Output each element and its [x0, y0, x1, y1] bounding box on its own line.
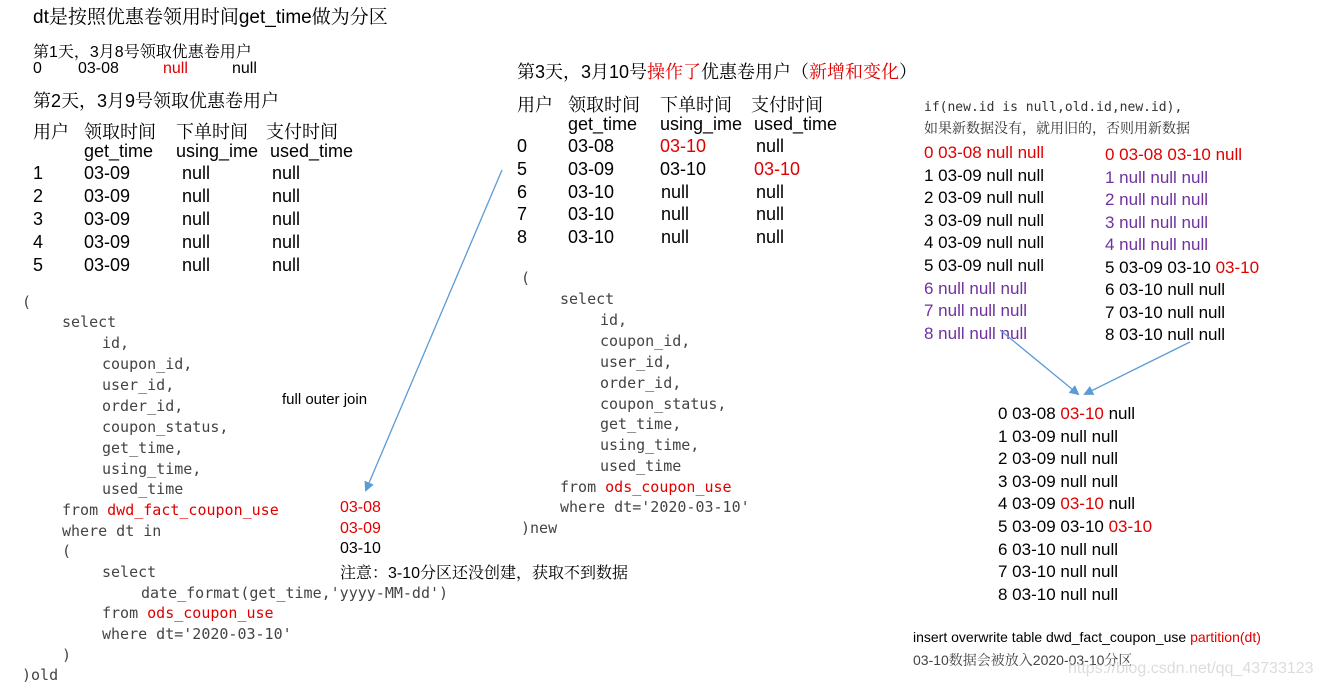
insert-stmt: insert overwrite table dwd_fact_coupon_use	[913, 629, 1191, 645]
sql-old-sub-from-table: ods_coupon_use	[147, 604, 274, 622]
old-data-row: 4 03-09 null null	[924, 233, 1045, 253]
day3-header-user: 用户	[517, 95, 553, 115]
join-label: full outer join	[282, 391, 368, 408]
day2-cell: 03-09	[84, 209, 131, 229]
sql-new-field: using_time,	[600, 436, 700, 454]
insert-partition: partition(dt)	[1190, 629, 1261, 645]
partition-value: 03-08	[340, 499, 381, 516]
day3-sub-using: using_ime	[660, 114, 743, 134]
old-data-row: 3 03-09 null null	[924, 210, 1045, 230]
day3-cell: 03-10	[568, 204, 615, 224]
sql-old-paren-close: )	[62, 646, 72, 664]
day1-used-time: null	[232, 60, 257, 77]
day3-cell: 03-10	[660, 159, 707, 179]
day3-cell: 03-10	[568, 182, 615, 202]
sql-new-field: coupon_id,	[600, 332, 691, 350]
result-data-row-segment: null	[1103, 494, 1136, 514]
day3-header-get: 领取时间	[568, 95, 640, 115]
sql-old-field: used_time	[102, 480, 184, 498]
day2-header-using: 下单时间	[176, 122, 248, 142]
day2-cell: 03-09	[84, 255, 131, 275]
day1-user: 0	[33, 60, 42, 77]
sql-old-field: get_time,	[102, 439, 184, 457]
sql-old-sub-where: where dt='2020-03-10'	[102, 625, 292, 643]
old-data-row: 0 03-08 null null	[924, 143, 1045, 162]
day3-cell: null	[756, 136, 785, 156]
sql-new-select: select	[560, 290, 615, 308]
day3-cell: 8	[517, 227, 528, 247]
day2-cell: 3	[33, 209, 44, 229]
sql-old-from-kw: from	[62, 501, 108, 519]
sql-old-sub-from-kw: from	[102, 604, 148, 622]
day2-sub-get: get_time	[84, 141, 154, 161]
new-data-row-segment: 7 03-10 null null	[1105, 302, 1226, 322]
new-data-row-segment: 2 null null null	[1105, 190, 1209, 209]
new-data-row-segment: 4 null null null	[1105, 235, 1209, 254]
day3-cell: 03-10	[754, 159, 801, 179]
day3-heading-c: 优惠卷用户（	[701, 62, 810, 82]
day2-cell: null	[272, 232, 301, 252]
arrow-new-to-result	[1085, 342, 1190, 394]
day3-heading-a: 第3天，3月10号	[517, 62, 648, 82]
new-data-row-segment: 0 03-08 03-10 null	[1105, 145, 1243, 164]
result-data-row-segment: 1 03-09 null null	[998, 426, 1119, 446]
day3-cell: null	[661, 182, 690, 202]
day2-cell: null	[272, 186, 301, 206]
day2-cell: null	[272, 255, 301, 275]
new-data-row-segment: 5 03-09 03-10	[1105, 257, 1216, 277]
sql-old-field: order_id,	[102, 397, 184, 415]
sql-old-field: id,	[102, 334, 130, 352]
day2-header-get: 领取时间	[84, 122, 156, 142]
day2-cell: 5	[33, 255, 44, 275]
day2-header-used: 支付时间	[266, 122, 338, 142]
sql-old-sub-select: select	[102, 563, 157, 581]
sql-new-from-kw: from	[560, 478, 606, 496]
day2-cell: null	[182, 163, 211, 183]
sql-old-sub-expr: date_format(get_time,'yyyy-MM-dd')	[141, 584, 449, 602]
partition-value: 03-10	[340, 540, 381, 557]
day2-header-user: 用户	[33, 122, 69, 142]
day1-heading: 第1天，3月8号领取优惠卷用户	[33, 44, 252, 61]
new-data-row-segment: 1 null null null	[1105, 167, 1209, 187]
arrow-new-to-old	[366, 170, 502, 490]
result-data-row-segment: 03-10	[1060, 404, 1104, 423]
day2-heading: 第2天，3月9号领取优惠卷用户	[33, 91, 280, 111]
day3-cell: 03-09	[568, 159, 615, 179]
rule-desc: 如果新数据没有，就用旧的，否则用新数据	[924, 120, 1190, 136]
day1-get-time: 03-08	[78, 60, 119, 77]
result-data-row-segment: 4 03-09	[998, 494, 1061, 514]
day3-cell: 03-08	[568, 136, 615, 156]
day2-cell: null	[182, 209, 211, 229]
day3-cell: null	[756, 182, 785, 202]
day3-sub-get: get_time	[568, 114, 638, 134]
day3-cell: 03-10	[660, 136, 707, 156]
old-data-row: 8 null null null	[924, 323, 1028, 343]
day3-heading-b: 操作了	[647, 62, 702, 82]
day2-cell: 4	[33, 232, 44, 252]
day3-cell: null	[661, 227, 690, 247]
sql-old-field: coupon_id,	[102, 355, 193, 373]
result-data-row-segment: 3 03-09 null null	[998, 471, 1119, 491]
day3-heading-d: 新增和变化	[809, 62, 900, 82]
day3-cell: null	[661, 204, 690, 224]
new-data-row-segment: 3 null null null	[1105, 212, 1209, 232]
sql-old-paren-open: (	[62, 542, 72, 560]
day3-heading-e: ）	[899, 62, 918, 82]
day3-cell: 5	[517, 159, 528, 179]
result-data-row-segment: 03-10	[1060, 494, 1104, 514]
day3-cell: null	[756, 227, 785, 247]
watermark: https://blog.csdn.net/qq_43733123	[1068, 660, 1314, 677]
sql-new-open: (	[521, 269, 531, 287]
sql-new-field: id,	[600, 311, 628, 329]
sql-old-field: user_id,	[102, 376, 175, 394]
sql-old-field: using_time,	[102, 460, 202, 478]
sql-new-field: user_id,	[600, 353, 673, 371]
insert-desc: 03-10数据会被放入2020-03-10分区	[913, 652, 1133, 668]
day2-cell: 03-09	[84, 163, 131, 183]
day2-cell: null	[182, 186, 211, 206]
day2-cell: 03-09	[84, 186, 131, 206]
partition-value: 03-09	[340, 520, 381, 537]
old-data-row: 7 null null null	[924, 301, 1028, 321]
sql-new-field: order_id,	[600, 374, 682, 392]
result-data-row-segment: 6 03-10 null null	[998, 539, 1119, 559]
old-data-row: 1 03-09 null null	[924, 165, 1045, 185]
day3-cell: 03-10	[568, 227, 615, 247]
day2-cell: null	[182, 232, 211, 252]
rule-code: if(new.id is null,old.id,new.id),	[924, 100, 1183, 115]
sql-old-field: coupon_status,	[102, 418, 229, 436]
day2-sub-using: using_ime	[176, 141, 259, 161]
day3-cell: null	[756, 204, 785, 224]
result-data-row-segment: 0 03-08	[998, 404, 1061, 423]
day2-cell: 1	[33, 163, 44, 183]
result-data-row-segment: 5 03-09 03-10	[998, 517, 1109, 536]
day2-cell: 2	[33, 186, 44, 206]
result-data-row-segment: 7 03-10 null null	[998, 562, 1119, 582]
old-data-row: 6 null null null	[924, 278, 1028, 298]
arrow-old-to-result	[1000, 330, 1078, 394]
sql-new-close: )new	[521, 519, 558, 537]
day3-cell: 7	[517, 204, 528, 224]
result-data-row-segment: 2 03-09 null null	[998, 449, 1119, 469]
sql-old-select: select	[62, 313, 117, 331]
sql-new-field: get_time,	[600, 415, 682, 433]
day3-header-used: 支付时间	[751, 95, 823, 115]
old-data-row: 5 03-09 null null	[924, 256, 1045, 275]
sql-new-field: used_time	[600, 457, 682, 475]
new-data-row-segment: 8 03-10 null null	[1105, 325, 1226, 344]
day1-using-time: null	[163, 60, 188, 77]
result-data-row-segment: 03-10	[1108, 517, 1153, 536]
sql-old-where-in: where dt in	[62, 522, 162, 540]
old-data-row: 2 03-09 null null	[924, 188, 1045, 208]
sql-old-open: (	[22, 293, 32, 311]
day3-cell: 0	[517, 136, 528, 156]
result-data-row-segment: 8 03-10 null null	[998, 584, 1119, 604]
note-text: 注意：3-10分区还没创建，获取不到数据	[340, 565, 629, 582]
new-data-row-segment: 03-10	[1215, 257, 1260, 277]
sql-old-from-table: dwd_fact_coupon_use	[107, 501, 279, 519]
day2-cell: 03-09	[84, 232, 131, 252]
sql-new-from-table: ods_coupon_use	[605, 478, 732, 496]
sql-new-field: coupon_status,	[600, 395, 727, 413]
day3-header-using: 下单时间	[660, 95, 732, 115]
day3-sub-used: used_time	[754, 114, 838, 134]
new-data-row-segment: 6 03-10 null null	[1105, 280, 1226, 299]
result-data-row-segment: null	[1103, 404, 1136, 423]
day2-cell: null	[272, 163, 301, 183]
day2-cell: null	[272, 209, 301, 229]
day2-sub-used: used_time	[270, 141, 354, 161]
sql-new-where: where dt='2020-03-10'	[560, 498, 750, 516]
page-title: dt是按照优惠卷领用时间get_time做为分区	[33, 7, 388, 28]
day2-cell: null	[182, 255, 211, 275]
sql-old-close: )old	[22, 666, 59, 684]
day3-cell: 6	[517, 182, 528, 202]
